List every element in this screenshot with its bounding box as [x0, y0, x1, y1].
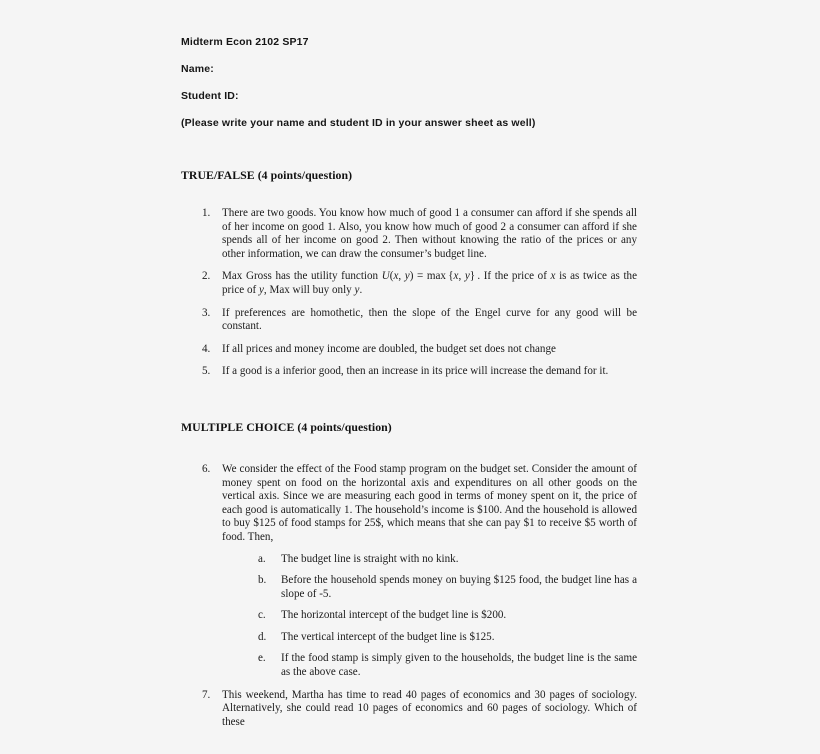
- document-content: [181, 36, 637, 729]
- question-text: We consider the effect of the Food stamp program on the budget set. Consider the amount of money spent on food on the horizontal axis and expenditures on all other goods on the vertical axis. Since we are measuring each good in terms of money spent on it, the price of each good is automatically 1. The household’s income is $100. And the household is allowed to buy $125 of food stamps for 25$, which means that she can pay $1 to receive $5 worth of food. Then,: [222, 462, 637, 543]
- answer-option[interactable]: [240, 609, 637, 623]
- answer-option[interactable]: [240, 574, 637, 601]
- question-text: This weekend, Martha has time to read 40 pages of economics and 30 pages of sociology. Alternatively, she could read 10 pages of economics and 60 pages of sociology. Which of these: [222, 688, 637, 728]
- question-number: 7.: [202, 688, 211, 701]
- answer-option-list: [240, 553, 637, 680]
- question-item: [181, 463, 637, 680]
- option-letter: d.: [258, 630, 267, 643]
- question-item: [181, 689, 637, 730]
- section-heading-true-false: TRUE/FALSE (4 points/question): [181, 168, 353, 182]
- section-heading-multiple-choice: MULTIPLE CHOICE (4 points/question): [181, 419, 392, 434]
- question-number: 1.: [202, 207, 211, 219]
- question-text: If a good is a inferior good, then an increase in its price will increase the demand for it.: [222, 365, 609, 378]
- question-item: [181, 365, 637, 379]
- option-letter: c.: [258, 609, 266, 622]
- question-item: [181, 307, 637, 334]
- exam-title: Midterm Econ 2102 SP17: [181, 36, 309, 48]
- question-text: Max Gross has the utility function U(x, y) = max {x, y} . If the price of x is as twice as the price of y, Max will buy only y.: [222, 270, 638, 296]
- question-item: [181, 343, 637, 357]
- question-text: If all prices and money income are doubled, the budget set does not change: [222, 342, 556, 355]
- question-number: 5.: [202, 365, 211, 378]
- answer-option[interactable]: [240, 631, 637, 645]
- question-item: [181, 207, 637, 261]
- question-item: [181, 270, 637, 297]
- question-text: There are two goods. You know how much of good 1 a consumer can afford if she spends all of her income on good 1. Also, you know how much of good 2 a consumer can afford if she spends all of her income on good 2. Then without knowing the ratio of the prices or any other information, we can draw the consumer’s budget line.: [222, 207, 637, 260]
- question-number: 4.: [202, 342, 211, 355]
- option-text: The budget line is straight with no kink.: [281, 552, 459, 565]
- option-text: The vertical intercept of the budget line is $125.: [281, 630, 495, 643]
- student-id-label: Student ID:: [181, 90, 239, 102]
- option-letter: a.: [258, 552, 266, 565]
- option-text: Before the household spends money on buying $125 food, the budget line has a slope of -5.: [281, 574, 637, 600]
- option-letter: e.: [258, 652, 266, 665]
- option-letter: b.: [258, 574, 267, 587]
- answer-option[interactable]: [240, 553, 637, 567]
- question-number: 3.: [202, 306, 211, 319]
- question-number: 6.: [202, 462, 211, 475]
- multiple-choice-question-list: [181, 463, 637, 730]
- question-number: 2.: [202, 270, 211, 283]
- answer-sheet-note: (Please write your name and student ID in your answer sheet as well): [181, 117, 536, 129]
- name-label: Name:: [181, 63, 214, 75]
- answer-option[interactable]: [240, 652, 637, 679]
- exam-header: [181, 36, 637, 130]
- question-text: If preferences are homothetic, then the slope of the Engel curve for any good will be constant.: [222, 306, 637, 333]
- option-text: The horizontal intercept of the budget line is $200.: [281, 609, 507, 622]
- option-text: If the food stamp is simply given to the households, the budget line is the same as the above case.: [281, 652, 637, 679]
- true-false-question-list: [181, 207, 637, 379]
